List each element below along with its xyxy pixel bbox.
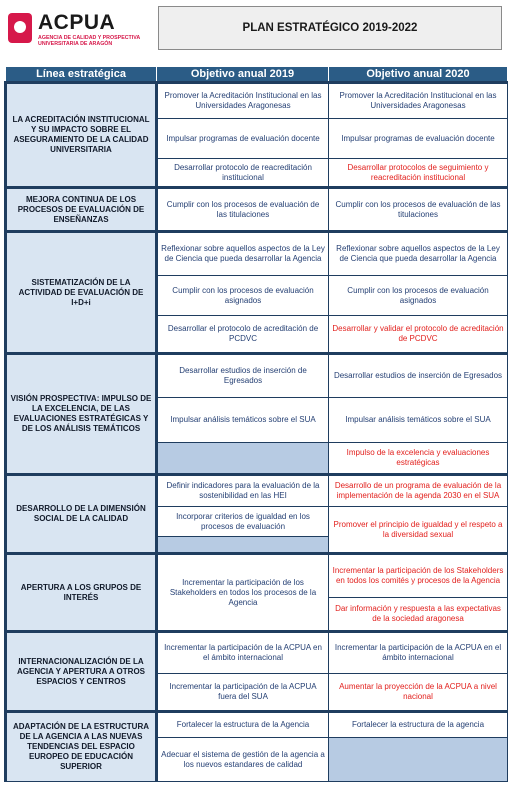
- objective-2020: Desarrollar protocolos de seguimiento y reacreditación institucional: [329, 159, 508, 188]
- objective-2019: Reflexionar sobre aquellos aspectos de la Ley de Ciencia que pueda desarrollar la Agencia: [157, 232, 329, 276]
- objective-2019: Desarrollar el protocolo de acreditación de PCDVC: [157, 316, 329, 354]
- strategic-line: MEJORA CONTINUA DE LOS PROCESOS DE EVALUACIÓN DE ENSEÑANZAS: [6, 188, 157, 232]
- objective-2019: Impulsar programas de evaluación docente: [157, 119, 329, 159]
- table-row: [6, 83, 508, 119]
- objective-2019: Definir indicadores para la evaluación de la sostenibilidad en las HEI: [157, 475, 329, 507]
- objective-2020: Desarrollar y validar el protocolo de acreditación de PCDVC: [329, 316, 508, 354]
- objective-2020: Cumplir con los procesos de evaluación asignados: [329, 276, 508, 316]
- strategic-line: INTERNACIONALIZACIÓN DE LA AGENCIA Y APERTURA A OTROS ESPACIOS Y CENTROS: [6, 632, 157, 712]
- objective-2019: Promover la Acreditación Institucional en las Universidades Aragonesas: [157, 83, 329, 119]
- objective-2019: Adecuar el sistema de gestión de la agencia a los nuevos estandares de calidad: [157, 738, 329, 782]
- table-row: [6, 232, 508, 276]
- strategic-line: ADAPTACIÓN DE LA ESTRUCTURA DE LA AGENCIA A LAS NUEVAS TENDENCIAS DEL ESPACIO EUROPEO DE EDUCACIÓN SUPERIOR: [6, 712, 157, 782]
- header-2019: Objetivo anual 2019: [157, 67, 329, 83]
- objective-2020: Aumentar la proyección de la ACPUA a nivel nacional: [329, 674, 508, 712]
- document-header: [0, 0, 510, 62]
- plan-title: PLAN ESTRATÉGICO 2019-2022: [158, 6, 502, 50]
- strategic-plan-table: [4, 66, 508, 782]
- logo-name: ACPUA: [38, 11, 116, 34]
- strategic-line: DESARROLLO DE LA DIMENSIÓN SOCIAL DE LA CALIDAD: [6, 475, 157, 554]
- objective-2020: Cumplir con los procesos de evaluación de las titulaciones: [329, 188, 508, 232]
- table-header-row: [6, 67, 508, 83]
- table-row: [6, 712, 508, 738]
- table-row: [6, 475, 508, 507]
- objective-2020-empty: [329, 738, 508, 782]
- objective-2020: Impulso de la excelencia y evaluaciones estratégicas: [329, 443, 508, 475]
- table-row: [6, 554, 508, 598]
- objective-2019-empty: [157, 443, 329, 475]
- logo-subtitle: AGENCIA DE CALIDAD Y PROSPECTIVA UNIVERSITARIA DE ARAGÓN: [38, 35, 141, 47]
- header-linea: Línea estratégica: [6, 67, 157, 83]
- strategic-line: LA ACREDITACIÓN INSTITUCIONAL Y SU IMPACTO SOBRE EL ASEGURAMIENTO DE LA CALIDAD UNIVERSITARIA: [6, 83, 157, 188]
- objective-2020: Incrementar la participación de los Stakeholders en todos los comités y procesos de la Agencia: [329, 554, 508, 598]
- objective-2019: Incrementar la participación de la ACPUA en el ámbito internacional: [157, 632, 329, 674]
- objective-2019: Incrementar la participación de los Stakeholders en todos los procesos de la Agencia: [157, 554, 329, 632]
- objective-2020: Reflexionar sobre aquellos aspectos de la Ley de Ciencia que pueda desarrollar la Agencia: [329, 232, 508, 276]
- objective-2020: Dar información y respuesta a las expectativas de la sociedad aragonesa: [329, 598, 508, 632]
- objective-2020: Impulsar programas de evaluación docente: [329, 119, 508, 159]
- table-row: [6, 188, 508, 232]
- objective-2020: Fortalecer la estructura de la agencia: [329, 712, 508, 738]
- objective-2019: Cumplir con los procesos de evaluación asignados: [157, 276, 329, 316]
- objective-2020: Desarrollar estudios de inserción de Egresados: [329, 354, 508, 398]
- objective-2020: Promover la Acreditación Institucional en las Universidades Aragonesas: [329, 83, 508, 119]
- objective-2019: Desarrollar estudios de inserción de Egresados: [157, 354, 329, 398]
- objective-2019: Fortalecer la estructura de la Agencia: [157, 712, 329, 738]
- objective-2019: Desarrollar protocolo de reacreditación institucional: [157, 159, 329, 188]
- objective-2019: Impulsar análisis temáticos sobre el SUA: [157, 398, 329, 443]
- objective-2020: Incrementar la participación de la ACPUA en el ámbito internacional: [329, 632, 508, 674]
- objective-2020: Desarrollo de un programa de evaluación de la implementación de la agenda 2030 en el SUA: [329, 475, 508, 507]
- objective-2020: Impulsar análisis temáticos sobre el SUA: [329, 398, 508, 443]
- table-row: [6, 632, 508, 674]
- strategic-line: SISTEMATIZACIÓN DE LA ACTIVIDAD DE EVALUACIÓN DE I+D+i: [6, 232, 157, 354]
- objective-2019-empty: [157, 537, 329, 554]
- objective-2020: Promover el principio de igualdad y el respeto a la diversidad sexual: [329, 507, 508, 554]
- objective-2019: Incorporar criterios de igualdad en los procesos de evaluación: [157, 507, 329, 537]
- objective-2019: Incrementar la participación de la ACPUA fuera del SUA: [157, 674, 329, 712]
- header-2020: Objetivo anual 2020: [329, 67, 508, 83]
- table-row: [6, 354, 508, 398]
- objective-2019: Cumplir con los procesos de evaluación de las titulaciones: [157, 188, 329, 232]
- strategic-line: VISIÓN PROSPECTIVA: IMPULSO DE LA EXCELENCIA, DE LAS EVALUACIONES ESTRATÉGICAS Y DE LOS ANÁLISIS TEMÁTICOS: [6, 354, 157, 475]
- acpua-logo-icon: [8, 13, 32, 43]
- acpua-logo: [4, 6, 154, 56]
- strategic-line: APERTURA A LOS GRUPOS DE INTERÉS: [6, 554, 157, 632]
